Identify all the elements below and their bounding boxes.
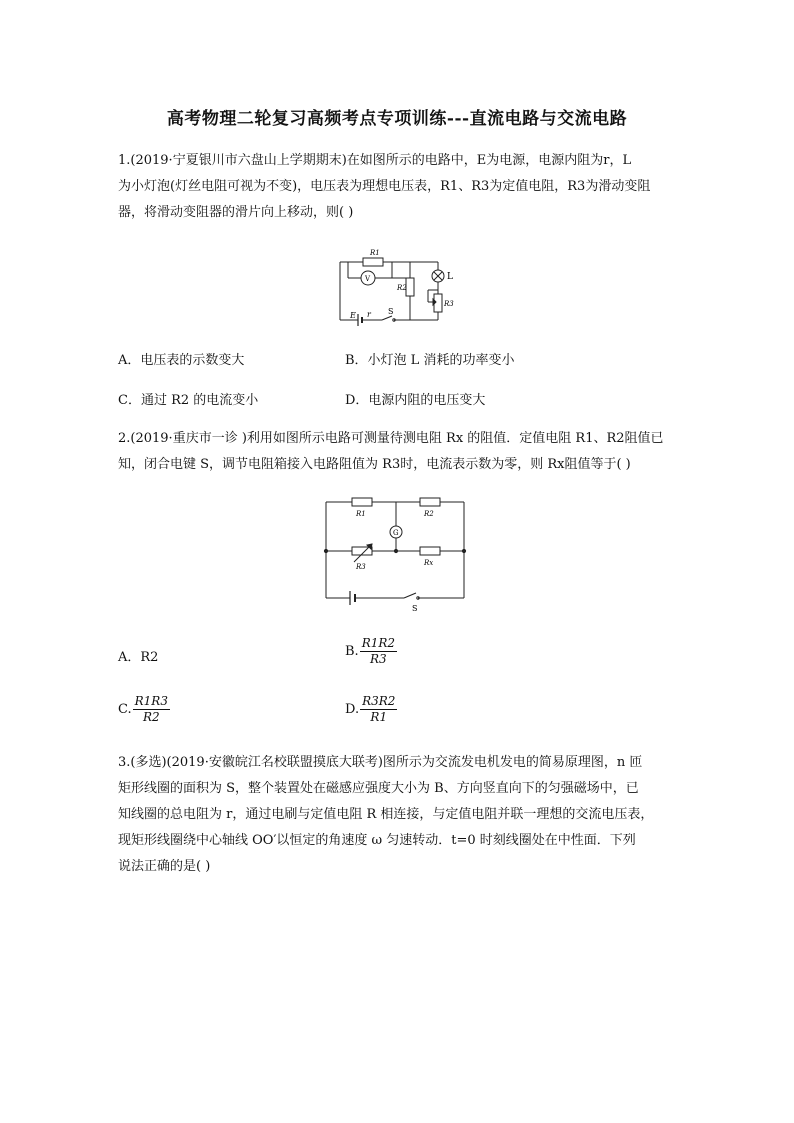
q2-label-r2: R2: [424, 510, 434, 518]
q2-label-s: S: [412, 604, 418, 613]
q2-option-b-fraction: [360, 636, 397, 667]
q2-option-b-numerator: R1R2: [361, 636, 396, 650]
q1-option-a[interactable]: A．电压表的示数变大: [118, 353, 245, 368]
resistor-r1: [363, 258, 383, 266]
q2-text-line1: 2.(2019·重庆市一诊 )利用如图所示电路可测量待测电阻 Rx 的阻值．定值电阻 R1、R2阻值已: [118, 431, 664, 446]
q2-label-r3: R3: [356, 563, 366, 571]
q2-option-c-prefix: C.: [118, 702, 132, 717]
q1-label-r1: R1: [370, 249, 380, 257]
q2-option-c-denominator: R2: [142, 710, 160, 724]
resistor-rx: [420, 547, 440, 555]
q1-label-e: E: [350, 311, 356, 320]
q2-label-rx: Rx: [424, 559, 434, 567]
q3-text-line2: 矩形线圈的面积为 S，整个装置处在磁感应强度大小为 B、方向竖直向下的匀强磁场中，已: [118, 781, 639, 796]
q3-text-line5: 说法正确的是( ): [118, 859, 211, 874]
q1-option-c[interactable]: C．通过 R2 的电流变小: [118, 393, 259, 408]
q2-text-line2: 知，闭合电键 S，调节电阻箱接入电路阻值为 R3时，电流表示数为零，则 Rx阻值等于( ): [118, 457, 631, 472]
q2-label-r1: R1: [356, 510, 366, 518]
q2-option-b[interactable]: [345, 636, 397, 667]
q2-option-a[interactable]: A．R2: [118, 650, 159, 665]
q1-text-line1: 1.(2019·宁夏银川市六盘山上学期期末)在如图所示的电路中，E为电源，电源内阻为r，L: [118, 153, 632, 168]
resistor-r1: [352, 498, 372, 506]
q1-option-b[interactable]: B．小灯泡 L 消耗的功率变小: [345, 353, 515, 368]
q1-label-s: S: [388, 307, 394, 316]
page-title: 高考物理二轮复习高频考点专项训练---直流电路与交流电路: [166, 109, 628, 129]
resistor-r2: [420, 498, 440, 506]
q1-label-r3: R3: [444, 300, 454, 308]
q1-circuit-diagram: [330, 244, 470, 326]
q2-option-b-prefix: B.: [345, 644, 359, 659]
q3-text-line1: 3.(多选)(2019·安徽皖江名校联盟摸底大联考)图所示为交流发电机发电的简易原理图，n 匝: [118, 755, 643, 770]
q2-circuit-diagram: [320, 494, 470, 616]
q1-label-v: V: [365, 275, 371, 283]
q1-label-r: r: [367, 310, 371, 319]
q2-option-c-numerator: R1R3: [134, 694, 168, 708]
q3-text-line4: 现矩形线圈绕中心轴线 OO′以恒定的角速度 ω 匀速转动．t=0 时刻线圈处在中性面．下列: [118, 833, 636, 848]
q1-text-line2: 为小灯泡(灯丝电阻可视为不变)，电压表为理想电压表，R1、R3为定值电阻，R3为滑动变阻: [118, 179, 651, 194]
resistor-r2: [406, 278, 414, 296]
q2-option-c[interactable]: [118, 694, 170, 725]
q2-option-b-denominator: R3: [370, 652, 387, 666]
q2-option-d[interactable]: [345, 694, 397, 725]
q2-label-g: G: [393, 529, 399, 537]
q1-text-line3: 器，将滑动变阻器的滑片向上移动，则( ): [118, 205, 354, 220]
q2-option-d-denominator: R1: [370, 710, 388, 724]
q1-label-r2: R2: [397, 284, 407, 292]
q2-option-d-fraction: [360, 694, 397, 725]
q3-text-line3: 知线圈的总电阻为 r，通过电刷与定值电阻 R 相连接，与定值电阻并联一理想的交流电压表，: [118, 807, 654, 822]
q2-option-d-prefix: D.: [345, 702, 360, 717]
q2-option-c-fraction: [133, 694, 170, 725]
q2-option-d-numerator: R3R2: [362, 694, 396, 708]
q1-option-d[interactable]: D．电源内阻的电压变大: [345, 393, 486, 408]
q1-label-l: L: [447, 272, 453, 282]
